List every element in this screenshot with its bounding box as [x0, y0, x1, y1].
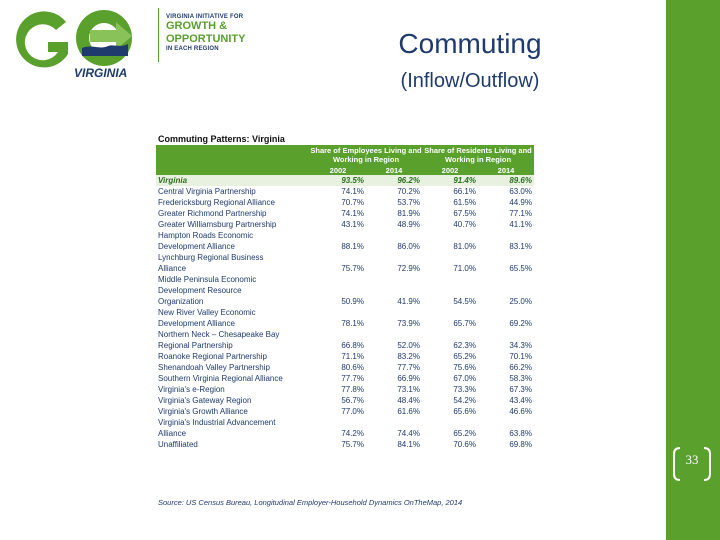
- row-label: Hampton Roads Economic: [158, 231, 254, 240]
- row-value: 70.1%: [509, 352, 532, 361]
- table-row: [156, 417, 534, 428]
- table-row: [156, 241, 534, 252]
- row-value: [310, 274, 366, 285]
- table-row: [156, 395, 534, 406]
- row-value: 43.1%: [341, 220, 364, 229]
- row-value: 66.8%: [341, 341, 364, 350]
- table-row: [156, 274, 534, 285]
- table-row: [156, 186, 534, 197]
- table-row: [156, 208, 534, 219]
- row-value: 43.4%: [509, 396, 532, 405]
- row-value: 83.1%: [509, 242, 532, 251]
- row-value: [310, 252, 366, 263]
- row-value: [310, 285, 366, 296]
- table-row: [156, 285, 534, 296]
- row-value: 81.0%: [453, 242, 476, 251]
- row-value: 72.9%: [397, 264, 420, 273]
- table-row: [156, 263, 534, 274]
- table-row: [156, 340, 534, 351]
- row-label: Roanoke Regional Partnership: [158, 352, 267, 361]
- logo-state-text: VIRGINIA: [74, 66, 128, 80]
- row-label: Greater Williamsburg Partnership: [158, 220, 277, 229]
- table-row: [156, 175, 534, 186]
- row-value: 50.9%: [341, 297, 364, 306]
- row-value: 54.5%: [453, 297, 476, 306]
- row-label: Development Resource: [158, 286, 242, 295]
- table-row: [156, 351, 534, 362]
- table-row: [156, 428, 534, 439]
- row-value: 91.4%: [422, 175, 478, 186]
- header-residents: Share of Residents Living and Working in Region: [422, 145, 534, 165]
- row-label: Unaffiliated: [158, 440, 198, 449]
- row-label: Northern Neck – Chesapeake Bay: [158, 330, 280, 339]
- row-label: Organization: [158, 297, 204, 306]
- row-value: 40.7%: [453, 220, 476, 229]
- row-value: 46.6%: [509, 407, 532, 416]
- row-label: Alliance: [158, 429, 187, 438]
- row-label: Lynchburg Regional Business: [158, 253, 264, 262]
- logo-line3: IN EACH REGION: [166, 46, 219, 52]
- row-value: 58.3%: [509, 374, 532, 383]
- row-value: 61.5%: [453, 198, 476, 207]
- row-value: 77.7%: [397, 363, 420, 372]
- header-year: 2002: [422, 165, 478, 175]
- table-group-header-row: [156, 145, 534, 165]
- row-value: [478, 230, 534, 241]
- logo-line2: OPPORTUNITY: [166, 33, 246, 45]
- row-value: 65.6%: [453, 407, 476, 416]
- table-source: Source: US Census Bureau, Longitudinal Employer-Household Dynamics OnTheMap, 2014: [158, 498, 463, 507]
- header-year: 2014: [478, 165, 534, 175]
- row-value: 67.0%: [453, 374, 476, 383]
- row-label: Middle Peninsula Economic: [158, 275, 257, 284]
- row-value: 65.5%: [509, 264, 532, 273]
- row-label: New River Valley Economic: [158, 308, 256, 317]
- row-label: Greater Richmond Partnership: [158, 209, 267, 218]
- row-value: 74.2%: [341, 429, 364, 438]
- row-value: [366, 230, 422, 241]
- row-value: [478, 274, 534, 285]
- row-value: [478, 252, 534, 263]
- row-value: 78.1%: [341, 319, 364, 328]
- row-value: 88.1%: [341, 242, 364, 251]
- row-value: 62.3%: [453, 341, 476, 350]
- row-label: Regional Partnership: [158, 341, 233, 350]
- row-value: [478, 285, 534, 296]
- row-value: [366, 417, 422, 428]
- row-value: [478, 417, 534, 428]
- table-row: [156, 329, 534, 340]
- row-value: [478, 329, 534, 340]
- header-year: 2014: [366, 165, 422, 175]
- row-value: 66.2%: [509, 363, 532, 372]
- row-value: 48.9%: [397, 220, 420, 229]
- row-value: 89.6%: [478, 175, 534, 186]
- row-value: [310, 230, 366, 241]
- table-year-header-row: [156, 165, 534, 175]
- row-label: Virginia's Growth Alliance: [158, 407, 248, 416]
- row-value: 53.7%: [397, 198, 420, 207]
- row-label: Virginia's e-Region: [158, 385, 225, 394]
- row-value: 66.1%: [453, 187, 476, 196]
- row-value: 86.0%: [397, 242, 420, 251]
- row-value: 77.1%: [509, 209, 532, 218]
- row-value: 61.6%: [397, 407, 420, 416]
- row-value: 73.3%: [453, 385, 476, 394]
- logo-line1: GROWTH &: [166, 20, 228, 32]
- row-value: 75.7%: [341, 440, 364, 449]
- row-value: 34.3%: [509, 341, 532, 350]
- header-blank: [156, 145, 310, 165]
- header-year: 2002: [310, 165, 366, 175]
- row-value: 67.3%: [509, 385, 532, 394]
- row-value: 63.8%: [509, 429, 532, 438]
- logo-initiative-text: VIRGINIA INITIATIVE FOR: [166, 14, 244, 20]
- row-value: 70.2%: [397, 187, 420, 196]
- row-value: 81.9%: [397, 209, 420, 218]
- table-row: [156, 362, 534, 373]
- row-value: [422, 274, 478, 285]
- table-body: [156, 175, 534, 450]
- row-value: 44.9%: [509, 198, 532, 207]
- row-value: [366, 329, 422, 340]
- table-row: [156, 373, 534, 384]
- row-value: 71.1%: [341, 352, 364, 361]
- row-value: 75.7%: [341, 264, 364, 273]
- row-value: 75.6%: [453, 363, 476, 372]
- page-number: 33: [685, 452, 699, 467]
- row-value: 77.0%: [341, 407, 364, 416]
- table-row: [156, 318, 534, 329]
- row-value: 74.4%: [397, 429, 420, 438]
- row-value: 80.6%: [341, 363, 364, 372]
- row-value: 83.2%: [397, 352, 420, 361]
- row-value: 52.0%: [397, 341, 420, 350]
- row-value: 25.0%: [509, 297, 532, 306]
- row-value: 65.2%: [453, 429, 476, 438]
- table-row: [156, 439, 534, 450]
- row-value: 56.7%: [341, 396, 364, 405]
- slide-title: Commuting: [398, 28, 542, 59]
- row-value: [310, 417, 366, 428]
- row-value: 70.7%: [341, 198, 364, 207]
- row-value: [422, 252, 478, 263]
- row-value: [366, 252, 422, 263]
- commuting-table-image: [152, 130, 538, 510]
- row-value: 67.5%: [453, 209, 476, 218]
- row-value: 77.8%: [341, 385, 364, 394]
- logo-divider: [158, 8, 159, 62]
- header-employees: Share of Employees Living and Working in Region: [310, 146, 422, 164]
- table-row: [156, 307, 534, 318]
- table-row: [156, 406, 534, 417]
- row-value: [422, 230, 478, 241]
- commuting-table: [156, 145, 534, 450]
- header-blank-2: [156, 165, 310, 175]
- row-value: 65.2%: [453, 352, 476, 361]
- row-value: 73.1%: [397, 385, 420, 394]
- row-value: 84.1%: [397, 440, 420, 449]
- row-label: Virginia's Gateway Region: [158, 396, 252, 405]
- logo-tagline: [166, 14, 266, 52]
- table-title: Commuting Patterns: Virginia: [158, 134, 285, 144]
- table-row: [156, 296, 534, 307]
- row-value: 41.9%: [397, 297, 420, 306]
- row-value: 48.4%: [397, 396, 420, 405]
- row-value: [478, 307, 534, 318]
- row-label: Development Alliance: [158, 319, 235, 328]
- row-label: Virginia: [156, 175, 310, 186]
- row-value: 74.1%: [341, 209, 364, 218]
- table-row: [156, 252, 534, 263]
- row-value: [366, 274, 422, 285]
- row-value: 54.2%: [453, 396, 476, 405]
- table-row: [156, 384, 534, 395]
- row-value: [366, 307, 422, 318]
- row-value: [422, 329, 478, 340]
- slide-subtitle: (Inflow/Outflow): [400, 70, 540, 92]
- row-value: 65.7%: [453, 319, 476, 328]
- row-value: 74.1%: [341, 187, 364, 196]
- row-value: 77.7%: [341, 374, 364, 383]
- row-label: Development Alliance: [158, 242, 235, 251]
- row-value: 63.0%: [509, 187, 532, 196]
- row-label: Fredericksburg Regional Alliance: [158, 198, 275, 207]
- row-value: 96.2%: [366, 175, 422, 186]
- table-row: [156, 197, 534, 208]
- row-value: [422, 307, 478, 318]
- table-row: [156, 230, 534, 241]
- row-value: 73.9%: [397, 319, 420, 328]
- row-value: 93.5%: [310, 175, 366, 186]
- row-value: 41.1%: [509, 220, 532, 229]
- row-value: [422, 285, 478, 296]
- row-label: Alliance: [158, 264, 187, 273]
- table-row: [156, 219, 534, 230]
- row-value: [422, 417, 478, 428]
- row-value: 71.0%: [453, 264, 476, 273]
- row-value: [366, 285, 422, 296]
- row-value: [310, 307, 366, 318]
- row-label: Shenandoah Valley Partnership: [158, 363, 270, 372]
- row-value: [310, 329, 366, 340]
- row-label: Virginia's Industrial Advancement: [158, 418, 276, 427]
- row-label: Southern Virginia Regional Alliance: [158, 374, 283, 383]
- row-value: 69.2%: [509, 319, 532, 328]
- row-value: 66.9%: [397, 374, 420, 383]
- row-value: 69.8%: [509, 440, 532, 449]
- row-label: Central Virginia Partnership: [158, 187, 256, 196]
- row-value: 70.6%: [453, 440, 476, 449]
